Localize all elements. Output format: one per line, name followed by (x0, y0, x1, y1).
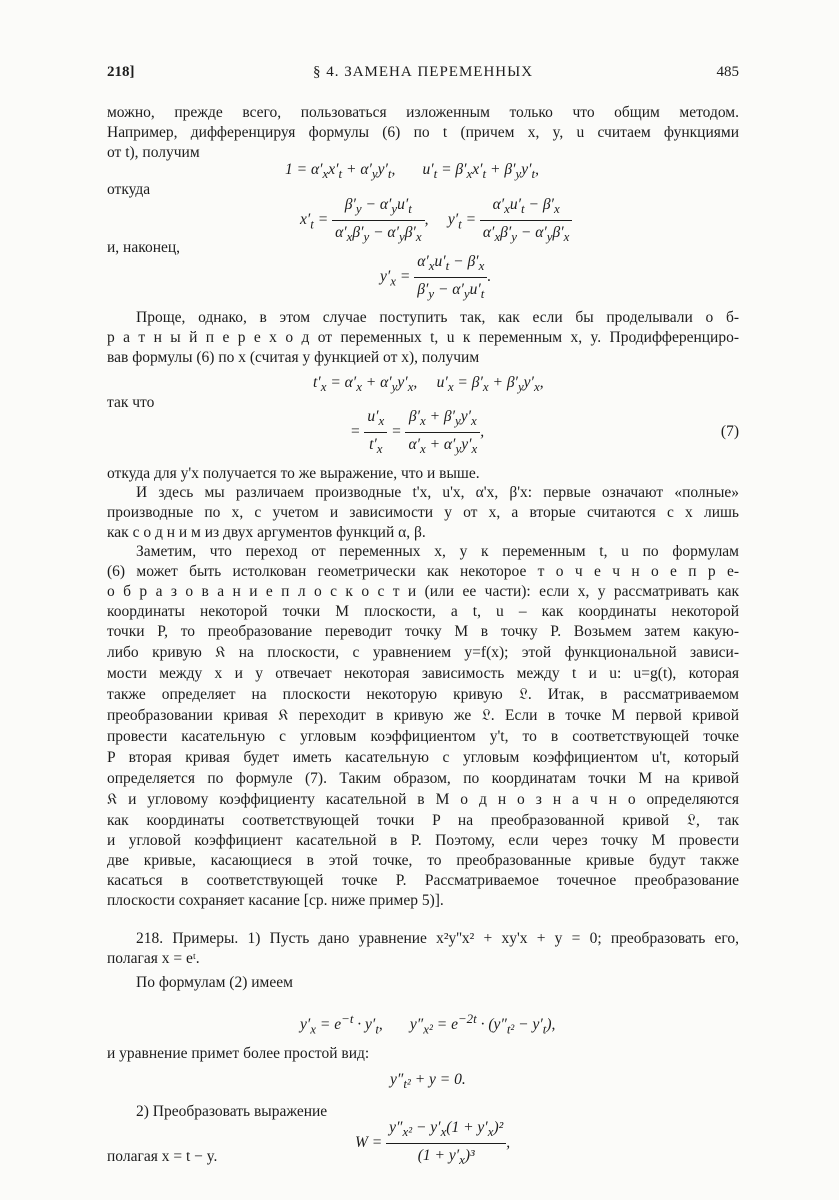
text-line: 218. Примеры. 1) Пусть дано уравнение x²y''x² + xy'x + y = 0; преобразовать его, (136, 930, 739, 947)
text-line: полагая x = t − y. (107, 1148, 218, 1165)
text-line: касаться в соответствующей точке P. Рассматриваемое точечное преобразование (107, 872, 739, 889)
formula-1: $1 = \alpha'_xx'_t + \alpha'_yy'_t$, $u'_t = \beta'_xx'_t + \beta'_yy'_t$, (285, 161, 539, 182)
text-line: точки P, то преобразование переводит точку M в точку P. Возьмем затем какую- (107, 623, 739, 640)
text-line: По формулам (2) имеем (136, 974, 293, 991)
text-line: преобразовании кривая 𝔎 переходит в кривую же 𝔏. Если в точке M первой кривой (107, 707, 739, 724)
text-line: как с о д н и м из двух аргументов функций α, β. (107, 524, 426, 541)
fraction: $\frac{\alpha'_xu'_t - \beta'_x}{\alpha'_x\beta'_y - \alpha'_y\beta'_x}$ (480, 195, 572, 246)
text-line: от t), получим (107, 144, 200, 161)
text-line: две кривые, касающиеся в этой точке, то преобразованные кривые будут также (107, 852, 739, 869)
text-line: провести касательную с угловым коэффициентом y't, то в соответствующей точке (107, 728, 739, 745)
text-line: 2) Преобразовать выражение (136, 1103, 328, 1120)
text-line: Проще, однако, в этом случае поступить так, как если бы проделывали о б- (136, 309, 739, 326)
text-line: о б р а з о в а н и е п л о с к о с т и (или ее части): если x, y рассматривать как (107, 583, 739, 600)
text-line: определяется по формуле (7). Таким образом, по координатам точки M на кривой (107, 770, 739, 787)
text-line: плоскости сохраняет касание [ср. ниже пример 5)]. (107, 892, 444, 909)
text-line: (6) может быть истолкован геометрически как некоторое т о ч е ч н о е п р е- (107, 563, 739, 580)
formula-3: $y'_x$ = $\frac{\alpha'_xu'_t - \beta'_x}{\beta'_y - \alpha'_yu'_t}$ . (380, 253, 492, 302)
section-title: § 4. ЗАМЕНА ПЕРЕМЕННЫХ (312, 64, 534, 80)
formula-5: = $\frac{u'_x}{t'_x}$ = $\frac{\beta'_x + \beta'_yy'_x}{\alpha'_x + \alpha'_yy'_x}$ , (350, 408, 485, 457)
formula-7: $y''_{t^2} + y = 0$. (390, 1071, 466, 1092)
formula-2: $x'_t$ = $\frac{\beta'_y - \alpha'_yu'_t}{\alpha'_x\beta'_y - \alpha'_y\beta'_x}$ , $y'_t$ = $\frac{\alpha'_xu'_t - \beta'_x}{\alpha'_x\beta'_y - \alpha'_y\beta'_x}$ (300, 195, 572, 246)
text-line: р а т н ы й п е р е х о д от переменных t, u к переменным x, y. Продифференциро- (107, 329, 739, 346)
text-line: либо кривую 𝔎 на плоскости, с уравнением y=f(x); этой функциональной зависи- (107, 644, 739, 661)
text-line: как координаты соответствующей точки P на преобразованной кривой 𝔏, так (107, 812, 739, 829)
text-line: и уравнение примет более простой вид: (107, 1045, 370, 1062)
text-line: также определяет на плоскости некоторую кривую 𝔏. Итак, в рассматриваемом (107, 686, 739, 703)
text-line: и угловой коэффициент касательной в P. Поэтому, если через точку M провести (107, 832, 739, 849)
text-line: откуда для y'x получается то же выражение, что и выше. (107, 465, 480, 482)
text-line: P вторая кривая будет иметь касательную с угловым коэффициентом u't, который (107, 749, 739, 766)
text-line: производные по x, с учетом и зависимости y от x, а вторые считаются с x лишь (107, 504, 739, 521)
text-line: можно, прежде всего, пользоваться изложенным только что общим методом. (107, 104, 739, 121)
fraction: $\frac{\beta'_x + \beta'_yy'_x}{\alpha'_x + \alpha'_yy'_x}$ (405, 407, 480, 458)
equation-number: (7) (720, 423, 739, 440)
fraction: $\frac{\alpha'_xu'_t - \beta'_x}{\beta'_y - \alpha'_yu'_t}$ (414, 252, 487, 303)
fraction: $\frac{\beta'_y - \alpha'_yu'_t}{\alpha'_x\beta'_y - \alpha'_y\beta'_x}$ (332, 195, 424, 246)
section-number: 218] (107, 64, 135, 80)
text-line: откуда (107, 181, 151, 198)
text-line: 𝔎 и угловому коэффициенту касательной в M о д н о з н а ч н о определяются (107, 791, 739, 808)
running-header (107, 64, 739, 86)
formula-6: $y'_x = e^{-t} \cdot y'_t$, $y''_{x^2} = e^{-2t} \cdot (y''_{t^2} - y'_t)$, (300, 1011, 556, 1037)
page-number: 485 (716, 64, 739, 80)
text-line: вав формулы (6) по x (считая y функцией от x), получим (107, 349, 480, 366)
fraction: $\frac{u'_x}{t'_x}$ (364, 407, 387, 458)
text-line: координаты некоторой точки M плоскости, а t, u – как координаты некоторой (107, 603, 739, 620)
text-line: и, наконец, (107, 239, 181, 256)
text-line: И здесь мы различаем производные t'x, u'x, α'x, β'x: первые означают «полные» (136, 484, 739, 501)
text-line: Например, дифференцируя формулы (6) по t (причем x, y, u считаем функциями (107, 124, 739, 141)
text-line: Заметим, что переход от переменных x, y к переменным t, u по формулам (136, 543, 739, 560)
text-line: полагая x = eᵗ. (107, 950, 200, 967)
formula-4: $t'_x = \alpha'_x + \alpha'_yy'_x$, $u'_x = \beta'_x + \beta'_yy'_x$, (313, 374, 544, 395)
fraction: $\frac{y''_{x^2} - y'_x(1 + y'_x)^2}{(1 + y'_x)^3}$ (386, 1118, 506, 1169)
text-line: мости между x и y отвечает некоторая зависимость между t и u: u=g(t), которая (107, 665, 739, 682)
text-line: так что (107, 394, 155, 411)
formula-8: W = $\frac{y''_{x^2} - y'_x(1 + y'_x)^2}{(1 + y'_x)^3}$ , (355, 1119, 511, 1168)
